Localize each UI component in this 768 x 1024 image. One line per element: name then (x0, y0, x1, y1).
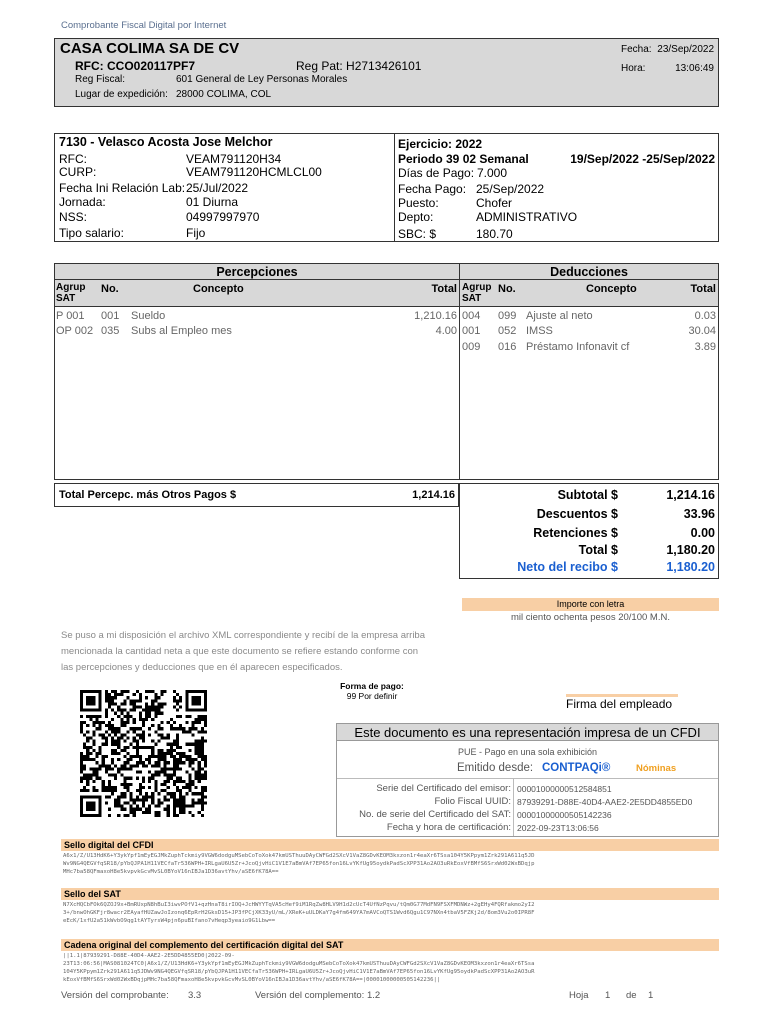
row-agrup: 009 (462, 341, 481, 353)
row-total: 0.03 (694, 310, 716, 322)
importe-letra-value: mil ciento ochenta pesos 20/100 M.N. (511, 612, 670, 623)
right-field-value: Chofer (476, 196, 513, 210)
document-caption: Comprobante Fiscal Digital por Internet (61, 20, 227, 31)
fecha-cert-value: 2022-09-23T13:06:56 (517, 823, 599, 833)
sat-cert-label: No. de serie del Certificado del SAT: (359, 809, 511, 820)
complemento-label: Versión del complemento: (255, 990, 365, 1001)
uuid-value: 87939291-D88E-40D4-AAE2-2E5DD4855ED0 (517, 797, 693, 807)
neto-value: 1,180.20 (666, 560, 715, 574)
field-label: Fecha Ini Relación Lab: (59, 181, 186, 195)
row-concepto: Sueldo (131, 310, 166, 322)
cert-label: Serie del Certificado del emisor: (376, 783, 511, 794)
table-row (460, 341, 718, 355)
row-total: 1,210.16 (414, 310, 457, 322)
sello-cfdi-title: Sello digital del CFDI (61, 839, 719, 851)
sello-sat-line: eEcK/1xfU2a51kWvbO9qg1tAYTyrsW4pjn6puBIfano7vHeqp3yeaio9G1Lbw== (63, 918, 276, 924)
employee-name: 7130 - Velasco Acosta Jose Melchor (59, 135, 273, 149)
col-total: Total (690, 283, 716, 295)
row-total: 30.04 (688, 325, 716, 337)
version-value: 3.3 (188, 990, 202, 1001)
company-header (54, 38, 719, 107)
concepts-table (54, 263, 719, 480)
table-row (55, 310, 459, 324)
contpaqi-logo: CONTPAQi® (542, 762, 611, 774)
row-agrup: OP 002 (56, 325, 94, 337)
cadena-line: 23T13:06:56|MAS081024TC0|A6x1/Z/U13HdK6+Y3ykYpf1mEyEGJMkZuphTckmiy9VGW6dodguMSebCoToXok47kmUSThuuDAyCWFGd2SXcV1VaZ8GDvKEOM3kxzon1r4eaXr6TSsa (63, 961, 535, 967)
right-field-label: Fecha Pago: (398, 182, 467, 196)
descuentos-value: 33.96 (683, 507, 715, 521)
cfdi-title: Este documento es una representación impresa de un CFDI (337, 724, 718, 741)
right-field-label: SBC: $ (398, 227, 437, 241)
deducciones-title: Deducciones (460, 264, 718, 280)
table-row (460, 325, 718, 339)
employee-info (54, 133, 719, 242)
version-label: Versión del comprobante: (61, 990, 169, 1001)
row-total: 3.89 (694, 341, 716, 353)
company-name: CASA COLIMA SA DE CV (60, 40, 240, 57)
de-value: 1 (648, 990, 654, 1001)
periodo: Periodo 39 02 Semanal (398, 152, 529, 166)
lugar-label: Lugar de expedición: (75, 89, 168, 100)
row-no: 035 (101, 325, 120, 337)
field-value: VEAM791120H34 (186, 152, 282, 166)
firma-empleado: Firma del empleado (566, 697, 673, 711)
percepciones-title: Percepciones (55, 264, 459, 280)
periodo-rango: 19/Sep/2022 -25/Sep/2022 (570, 152, 715, 166)
col-no: No. (498, 283, 516, 295)
sello-sat-title: Sello del SAT (61, 888, 719, 900)
right-field-label: Puesto: (398, 196, 439, 210)
right-field-value: ADMINISTRATIVO (476, 210, 578, 224)
total-percepciones-label: Total Percepc. más Otros Pagos $ (59, 489, 237, 501)
row-agrup: 004 (462, 310, 481, 322)
fecha-value: 23/Sep/2022 (657, 44, 714, 55)
cfdi-separator (337, 778, 718, 779)
ejercicio: Ejercicio: 2022 (398, 137, 483, 151)
field-label: Jornada: (59, 195, 106, 209)
col-sat: SAT (56, 293, 76, 304)
reg-fiscal-value: 601 General de Ley Personas Morales (176, 74, 348, 85)
col-agrup: Agrup (462, 282, 492, 293)
row-no: 001 (101, 310, 120, 322)
field-value: Fijo (186, 226, 206, 240)
retenciones-value: 0.00 (690, 526, 715, 540)
sello-cfdi-line: MHc7ba58QFmaxoH8e5kvpvkGcvMvSL0BYoV16nIBJa1D36avtYhv/aSE6fK78A== (63, 869, 279, 875)
employee-divider (394, 134, 395, 241)
metodo-pago: PUE - Pago en una sola exhibición (457, 747, 598, 757)
table-row (55, 325, 459, 339)
col-no: No. (101, 283, 119, 295)
field-label: CURP: (59, 165, 97, 179)
col-concepto: Concepto (586, 283, 637, 295)
forma-pago-label: Forma de pago: (340, 681, 404, 691)
sat-cert-value: 00001000000505142236 (517, 810, 612, 820)
cert-value: 00001000000512584851 (517, 784, 612, 794)
row-concepto: Préstamo Infonavit cf (526, 341, 630, 353)
sello-sat-line: N7XcHQCbFOk6QZOJ9x+BmRUxpN8hBuI3iwvPOfV1+qzHnaT8irIOQ+JcHWYYTqVA5cHef9iM1RqZw8HLV9H1d2cUcT4UfNzPqvu/tQm0G77MdFN9FSXFMDNWz+2gEHy4FQRfakmo2yI2 (63, 902, 535, 908)
hora-value: 13:06:49 (675, 63, 714, 74)
cadena-title: Cadena original del complemento del certificación digital del SAT (61, 939, 719, 951)
hoja-value: 1 (605, 990, 611, 1001)
forma-pago-value: 99 Por definir (346, 691, 398, 701)
nominas-logo: Nóminas (636, 763, 677, 774)
field-label: RFC: (59, 152, 87, 166)
uuid-label: Folio Fiscal UUID: (434, 796, 511, 807)
de-label: de (626, 990, 637, 1001)
company-reg-pat: Reg Pat: H2713426101 (296, 59, 422, 73)
col-sat: SAT (462, 293, 482, 304)
importe-letra-label: Importe con letra (462, 598, 719, 611)
table-column-headers (55, 280, 718, 307)
row-agrup: 001 (462, 325, 481, 337)
row-concepto: Subs al Empleo mes (131, 325, 232, 337)
emitido-label: Emitido desde: (457, 762, 534, 774)
right-field-value: 180.70 (476, 227, 513, 241)
row-concepto: Ajuste al neto (526, 310, 593, 322)
table-row (460, 310, 718, 324)
right-field-label: Días de Pago: (398, 166, 475, 180)
reg-fiscal-label: Reg Fiscal: (75, 74, 126, 85)
total-value: 1,180.20 (666, 543, 715, 557)
sello-sat-line: 3+/bnwOhGKFjr8wacr2EAyafHUZawJoIzonq6EpRrH2GksD15+JP3fPCjXK33yU/mL/XReK+uULDKaY7g4fm649YA7mAVCoQTS1Wvd6Qgu1C97NXn4tbaV5FZKj2d/8om3Vu2o0IPR8F (63, 910, 535, 916)
legal-text: Se puso a mi disposición el archivo XML correspondiente y recibí de la empresa arriba mencionada la cantidad neta a que este documento se refiere estando conforme con las percepciones y deducciones que en él aparecen especificados. (61, 630, 425, 673)
total-percepciones-value: 1,214.16 (412, 489, 455, 501)
hoja-label: Hoja (569, 990, 589, 1001)
field-value: 04997997970 (186, 210, 260, 224)
cfdi-vertical-separator (513, 779, 514, 836)
col-agrup: Agrup (56, 282, 86, 293)
totals-summary (459, 483, 719, 579)
hora-label: Hora: (621, 63, 646, 74)
row-no: 052 (498, 325, 517, 337)
right-field-value: 7.000 (477, 166, 508, 180)
field-value: 01 Diurna (186, 195, 239, 209)
field-value: 25/Jul/2022 (186, 181, 249, 195)
lugar-value: 28000 COLIMA, COL (176, 89, 272, 100)
neto-label: Neto del recibo $ (517, 560, 618, 574)
qr-code-icon (80, 690, 207, 817)
field-label: NSS: (59, 210, 88, 224)
sello-cfdi-line: Wv9NG4QEGVfqSR18/pYbQJPA1H11VECfaTr536WPH+IRLgaU6U5Zr+JcoQjvHiC1V1E7aBmVAf7EP65fon16LvYKfUg95oydkPadScXPP31Ao2AO3uRkEoxVfBMfS6SrxWd02WxBDqjp (63, 861, 535, 867)
retenciones-label: Retenciones $ (533, 526, 618, 540)
field-label: Tipo salario: (59, 226, 124, 240)
cadena-line: kEoxVfBMfS6SrxWd02WxBDqjpMHc7ba58QFmaxoH8e5kvpvkGcvMvSL0BYoV16nIBJa1D36avtYhv/aSE6fK78A==|00001000000505142236|| (63, 977, 441, 983)
row-total: 4.00 (435, 325, 457, 337)
total-percepciones (54, 483, 459, 507)
col-concepto: Concepto (193, 283, 244, 295)
right-field-label: Depto: (398, 210, 434, 224)
sello-cfdi-line: A6x1/Z/U13HdK6+Y3ykYpf1mEyEGJMkZuphTckmiy9VGW6dodguMSebCoToXok47kmUSThuuDAyCWFGd2SXcV1VaZ8GDvKEOM3kxzon1r4eaXr6TSsa104Y5KPpym1Zrk291A611q5JD (63, 853, 535, 859)
cadena-line: 104Y5KPpym1Zrk291A611q5JDWv9NG4QEGVfqSR18/pYbQJPA1H11VECfaTr536WPH+IRLgaU6U5Zr+JcoQjvHiC1V1E7aBmVAf7EP65fon16LvYKfUg95oydkPadScXPP31Ao2AO3uR (63, 969, 535, 975)
descuentos-label: Descuentos $ (536, 507, 618, 521)
row-no: 099 (498, 310, 517, 322)
total-label: Total $ (578, 543, 618, 557)
row-concepto: IMSS (526, 325, 553, 337)
subtotal-label: Subtotal $ (557, 488, 618, 502)
fecha-cert-label: Fecha y hora de certificación: (386, 822, 511, 833)
right-field-value: 25/Sep/2022 (476, 182, 545, 196)
col-total: Total (431, 283, 457, 295)
cadena-line: ||1.1|87939291-D88E-40D4-AAE2-2E5DD4855ED0|2022-09- (63, 953, 235, 959)
fecha-label: Fecha: (621, 44, 652, 55)
row-no: 016 (498, 341, 517, 353)
table-divider (459, 264, 460, 479)
company-rfc: RFC: CCO020117PF7 (75, 59, 196, 73)
complemento-value: 1.2 (367, 990, 381, 1001)
subtotal-value: 1,214.16 (666, 488, 715, 502)
cfdi-box (336, 723, 719, 837)
forma-pago (337, 681, 407, 701)
field-value: VEAM791120HCMLCL00 (186, 165, 322, 179)
row-agrup: P 001 (56, 310, 85, 322)
